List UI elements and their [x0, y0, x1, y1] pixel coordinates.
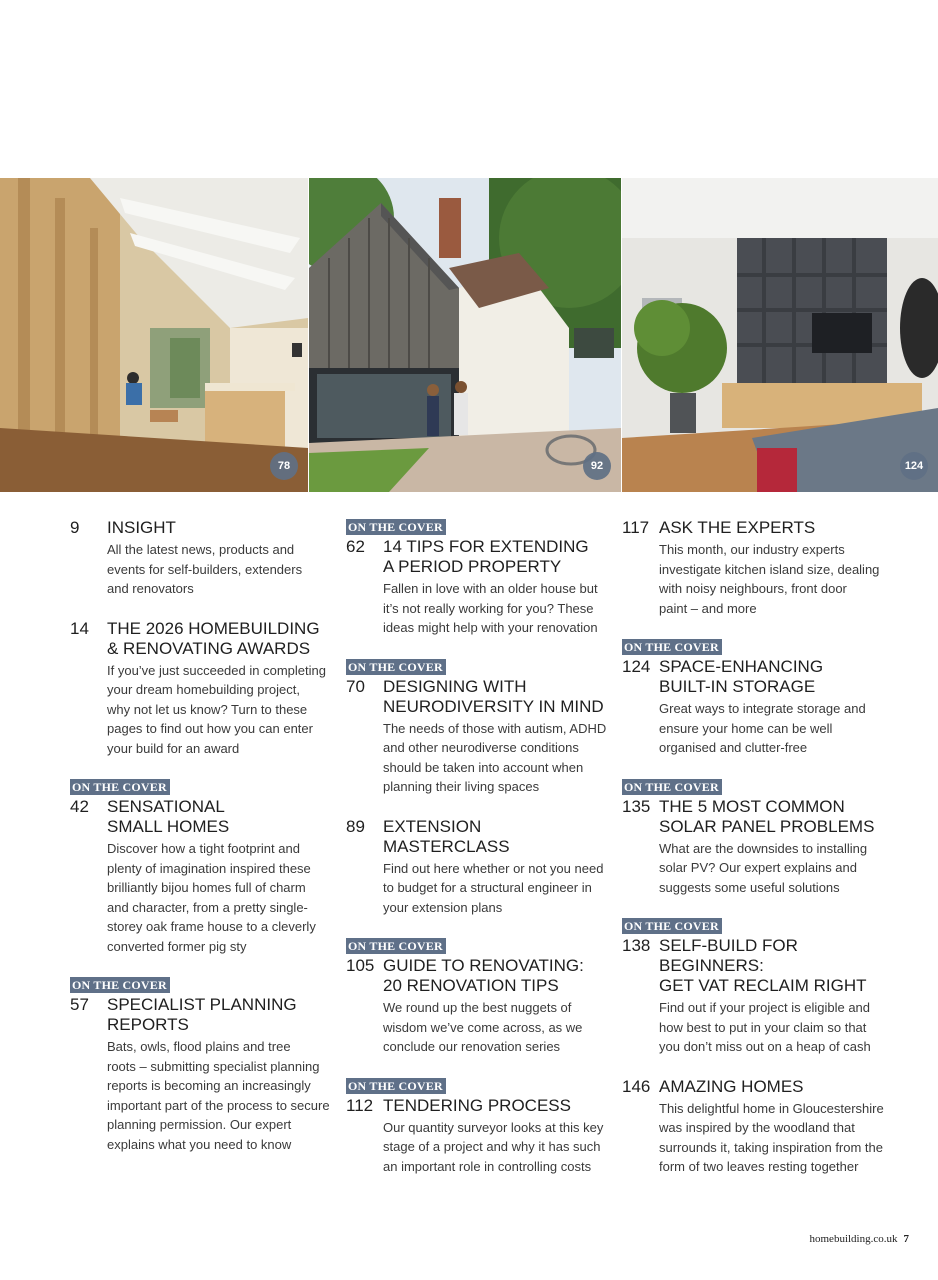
- contents-entry: [346, 817, 611, 918]
- on-the-cover-badge: ON THE COVER: [70, 977, 170, 993]
- contents-entry: [622, 1077, 887, 1177]
- entry-page-number: 9: [70, 518, 80, 537]
- entry-description: If you’ve just succeeded in completing your dream homebuilding project, why not let us know? Turn to these pages to find out how you can enter your build for an award: [107, 662, 326, 756]
- photo-exterior: [309, 178, 621, 492]
- photo-living-room: [622, 178, 938, 492]
- entry-title: THE 2026 HOMEBUILDING & RENOVATING AWARDS: [107, 618, 320, 658]
- on-the-cover-badge: ON THE COVER: [346, 519, 446, 535]
- entry-title: TENDERING PROCESS: [383, 1095, 571, 1115]
- footer-site: homebuilding.co.uk: [809, 1233, 898, 1245]
- entry-page-number: 105: [346, 956, 375, 975]
- entry-description: The needs of those with autism, ADHD and other neurodiverse conditions should be taken into account when planning their living spaces: [383, 720, 607, 794]
- entry-page-number: 124: [622, 657, 651, 676]
- entry-title: 14 TIPS FOR EXTENDING A PERIOD PROPERTY: [383, 537, 589, 576]
- contents-column-2: [346, 518, 611, 1196]
- on-the-cover-badge: ON THE COVER: [622, 918, 722, 934]
- contents-entry: [70, 778, 335, 956]
- contents-entry: [346, 658, 611, 797]
- entry-page-number: 117: [622, 518, 650, 537]
- entry-title: SPACE-ENHANCING BUILT-IN STORAGE: [659, 657, 824, 696]
- entry-description: This delightful home in Gloucestershire was inspired by the woodland that surrounds it, taking inspiration from the form of two leaves resting together: [659, 1100, 884, 1174]
- contents-entry: [622, 917, 887, 1057]
- entry-page-number: 70: [346, 676, 365, 696]
- on-the-cover-badge: ON THE COVER: [346, 659, 446, 675]
- entry-title: THE 5 MOST COMMON SOLAR PANEL PROBLEMS: [659, 796, 875, 836]
- entry-description: Bats, owls, flood plains and tree roots – submitting specialist planning reports is becoming an increasingly important part of the process to secure planning permission. Our expert explains what you need to know: [107, 1039, 330, 1152]
- on-the-cover-badge: ON THE COVER: [622, 639, 722, 655]
- footer-page-number: 7: [903, 1233, 909, 1245]
- entry-title: ASK THE EXPERTS: [659, 518, 816, 537]
- entry-description: Fallen in love with an older house but it’s not really working for you? These ideas might help with your renovation: [383, 581, 598, 635]
- on-the-cover-badge: ON THE COVER: [622, 779, 722, 795]
- on-the-cover-badge: ON THE COVER: [70, 779, 170, 795]
- entry-page-number: 57: [70, 995, 89, 1014]
- entry-title: EXTENSION MASTERCLASS: [383, 816, 510, 856]
- entry-title: AMAZING HOMES: [659, 1076, 804, 1096]
- on-the-cover-badge: ON THE COVER: [346, 1078, 446, 1094]
- on-the-cover-badge: ON THE COVER: [346, 938, 446, 954]
- entry-description: Find out if your project is eligible and how best to put in your claim so that you don’t miss out on a heap of cash: [659, 1000, 871, 1054]
- entry-title: SELF-BUILD FOR BEGINNERS: GET VAT RECLAIM RIGHT: [659, 936, 867, 995]
- contents-entry: [70, 518, 335, 599]
- photo-kitchen: [0, 178, 308, 492]
- contents-entry: [622, 778, 887, 898]
- entry-description: This month, our industry experts investigate kitchen island size, dealing with noisy neighbours, front door paint – and more: [659, 542, 880, 616]
- entry-page-number: 112: [346, 1095, 374, 1115]
- contents-entry: [70, 619, 335, 759]
- entry-description: Great ways to integrate storage and ensure your home can be well organised and clutter-free: [659, 701, 866, 755]
- entry-page-number: 62: [346, 537, 365, 556]
- contents-column-3: [622, 518, 887, 1197]
- entry-description: We round up the best nuggets of wisdom we’ve come across, as we conclude our renovation series: [383, 1000, 583, 1054]
- entry-description: Our quantity surveyor looks at this key stage of a project and why it has such an important role in controlling costs: [383, 1119, 604, 1174]
- entry-title: SPECIALIST PLANNING REPORTS: [107, 995, 297, 1034]
- page-number-badge: 78: [270, 452, 298, 480]
- contents-column-1: [70, 518, 335, 1174]
- contents-entry: [622, 518, 887, 618]
- entry-title: INSIGHT: [107, 518, 176, 537]
- entry-title: DESIGNING WITH NEURODIVERSITY IN MIND: [383, 676, 604, 716]
- page-number-badge: 92: [583, 452, 611, 480]
- contents-entry: [622, 638, 887, 758]
- contents-entry: [346, 1077, 611, 1177]
- entry-title: GUIDE TO RENOVATING: 20 RENOVATION TIPS: [383, 956, 584, 995]
- page-number-badge: 124: [900, 452, 928, 480]
- entry-description: Discover how a tight footprint and plenty of imagination inspired these brilliantly bijou homes full of charm and character, from a pretty single- storey oak frame house to a cleverly converted former pig sty: [107, 841, 316, 954]
- entry-page-number: 138: [622, 936, 651, 955]
- contents-entry: [346, 518, 611, 638]
- page-footer: [810, 1233, 910, 1245]
- entry-description: What are the downsides to installing solar PV? Our expert explains and suggests some useful solutions: [659, 840, 868, 895]
- entry-title: SENSATIONAL SMALL HOMES: [107, 797, 230, 836]
- contents-entry: [70, 976, 335, 1154]
- entry-description: All the latest news, products and events for self-builders, extenders and renovators: [107, 542, 303, 596]
- entry-description: Find out here whether or not you need to budget for a structural engineer in your extension plans: [383, 860, 604, 915]
- contents-entry: [346, 937, 611, 1057]
- entry-page-number: 42: [70, 797, 89, 816]
- entry-page-number: 146: [622, 1076, 651, 1096]
- entry-page-number: 14: [70, 618, 89, 638]
- entry-page-number: 89: [346, 816, 365, 836]
- entry-page-number: 135: [622, 796, 651, 816]
